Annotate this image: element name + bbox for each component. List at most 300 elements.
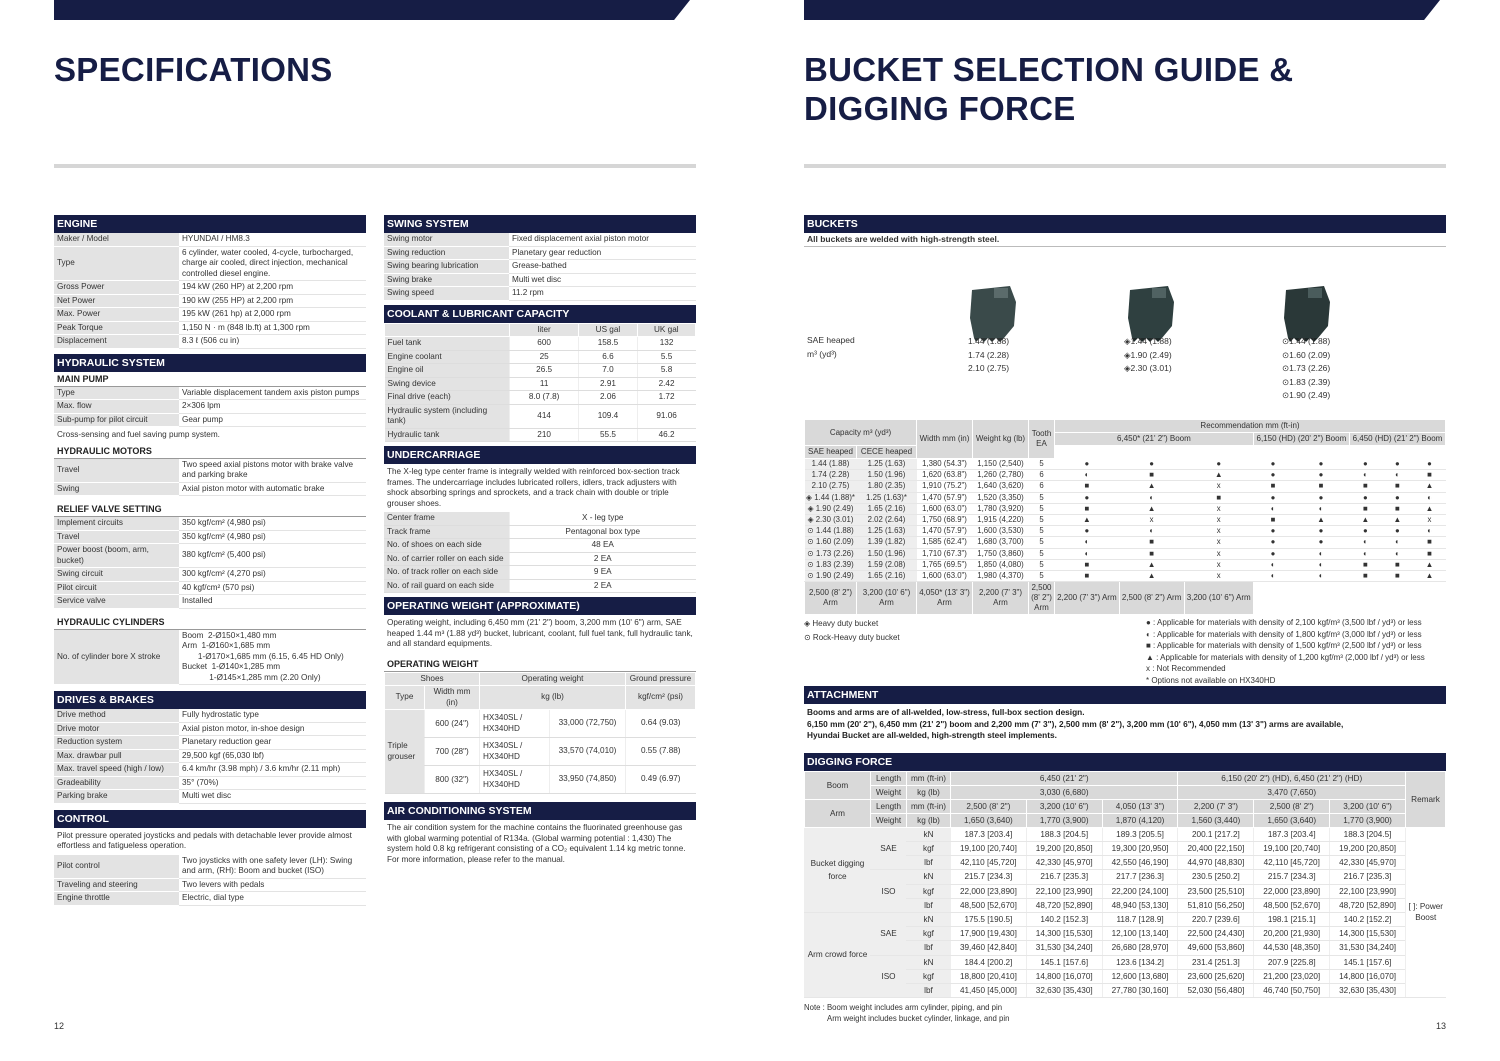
coolant-cell: 26.5 (510, 364, 579, 378)
coolant-row (385, 350, 696, 364)
spec-value: Fixed displacement axial piston motor (509, 233, 696, 246)
dig-boom-len: 6,150 (20' 2") (HD), 6,450 (21' 2") (HD) (1178, 771, 1406, 785)
coolant-col-header: liter (510, 323, 579, 337)
spec-row (54, 413, 366, 427)
bucket-cell: ▲ (1349, 515, 1381, 526)
bucket-row (805, 526, 1446, 537)
coolant-cell: Fuel tank (385, 337, 510, 351)
coolant-cell: 109.4 (579, 404, 637, 428)
spec-row (54, 855, 366, 879)
pump-note: Cross-sensing and fuel saving pump system. (57, 430, 220, 439)
bucket-cell: 1,915 (4,220) (973, 515, 1029, 526)
spec-key: Pilot circuit (54, 581, 179, 595)
bucket-cell: ● (1349, 492, 1381, 503)
dig-arm-wt: 1,870 (4,120) (1102, 813, 1178, 827)
dig-remark: Remark (1406, 771, 1446, 827)
swing-header: SWING SYSTEM (384, 215, 696, 233)
bucket-cell: x (1184, 537, 1253, 548)
opweight-gp: 0.64 (9.03) (626, 710, 696, 738)
dig-cell: 18,800 [20,410] (951, 969, 1027, 983)
bucket-row (805, 503, 1446, 514)
drives-table (54, 709, 366, 804)
bucket-cell: ● (1349, 459, 1381, 470)
bucket-sizes-standard (968, 335, 1009, 376)
boom-header: 6,450* (21' 2") Boom (1055, 433, 1254, 446)
bucket-cell: 1,620 (63.8") (917, 470, 973, 481)
bucket-cell: 1.80 (2.35) (857, 481, 917, 492)
dig-cell: 140.2 [152.3] (1026, 912, 1102, 926)
legend-right (1146, 617, 1425, 686)
h-width: Width mm (in) (425, 686, 480, 710)
digging-force-header: DIGGING FORCE (804, 753, 1446, 771)
dig-cell: 217.7 [236.3] (1102, 870, 1178, 884)
bucket-cell: ■ (1055, 481, 1120, 492)
coolant-cell: 2.42 (637, 377, 695, 391)
bucket-cell: 1,765 (69.5") (917, 559, 973, 570)
swing-table (384, 233, 696, 301)
control-note: Pilot pressure operated joysticks and pedals with detachable lever provide almost effortless and fatigueless operation. (57, 830, 352, 850)
dig-unit: kg (lb) (907, 813, 951, 827)
spec-row (54, 763, 366, 777)
spec-value: 350 kgf/cm² (4,980 psi) (179, 517, 366, 530)
bucket-cell: ■ (1055, 503, 1120, 514)
buckets-header: BUCKETS (804, 215, 1446, 233)
dig-row (805, 955, 1446, 969)
under-row (384, 579, 696, 593)
spec-row (54, 581, 366, 595)
spec-row (384, 287, 696, 301)
dig-standard: SAE (871, 827, 907, 870)
dig-cell: 20,200 [21,930] (1254, 927, 1330, 941)
spec-row (54, 308, 366, 322)
dig-weight: Weight (871, 813, 907, 827)
pump-table (54, 387, 366, 428)
bucket-cell: 1,780 (3,920) (973, 503, 1029, 514)
motors-table (54, 459, 366, 497)
bucket-cell: x (1184, 559, 1253, 570)
bucket-cell: ◈ 1.44 (1.88)* (806, 492, 855, 502)
spec-row (54, 387, 366, 400)
dig-cell: 22,000 [23,890] (951, 884, 1027, 898)
dig-cell: 19,300 [20,950] (1102, 841, 1178, 855)
attachment-header: ATTACHMENT (804, 686, 1446, 704)
bucket-cell: ● (1253, 548, 1292, 559)
spec-row (54, 544, 366, 568)
coolant-cell: 132 (637, 337, 695, 351)
bucket-cell: ● (1184, 459, 1253, 470)
bucket-cell: ⊙ 1.73 (2.26) (805, 548, 857, 559)
coolant-col-header: UK gal (637, 323, 695, 337)
coolant-cell: 6.6 (579, 350, 637, 364)
bucket-cell: 1,470 (57.9") (917, 526, 973, 537)
opweight-kg: 33,570 (74,010) (550, 738, 626, 766)
bucket-cell: 1.25 (1.63) (857, 526, 917, 537)
coolant-cell: Swing device (385, 377, 510, 391)
arm-header: 2,500 (8' 2") Arm (805, 582, 857, 615)
dig-cell: 216.7 [235.3] (1026, 870, 1102, 884)
divider-left (54, 164, 696, 168)
bucket-row (805, 571, 1446, 582)
undercarriage-table (384, 512, 696, 593)
bucket-cell: 1,600 (3,530) (973, 526, 1029, 537)
standard-bucket-image (964, 282, 1022, 342)
spec-value: Variable displacement tandem axis piston pumps (179, 387, 366, 400)
spec-key: Max. flow (54, 400, 179, 414)
dig-standard: ISO (871, 870, 907, 913)
bucket-cell: 1.25 (1.63)* (857, 492, 917, 503)
spec-key: Drive method (54, 709, 179, 722)
bucket-size: ⊙1.73 (2.26) (1282, 363, 1331, 373)
bucket-row (805, 537, 1446, 548)
buckets-subtitle: All buckets are welded with high-strength steel. (804, 233, 1446, 247)
spec-value: 6 cylinder, water cooled, 4-cycle, turbocharged, charge air cooled, direct injection, mechanical controlled diesel engine. (179, 246, 366, 281)
spec-value: Multi wet disc (179, 790, 366, 804)
bucket-cell: ◐ (1293, 559, 1350, 570)
dig-cell: 175.5 [190.5] (951, 912, 1027, 926)
bucket-cell: ◐ (1413, 526, 1445, 537)
dig-boom-wt: 3,030 (6,680) (951, 785, 1178, 799)
bucket-cell: ◐ (1381, 548, 1413, 559)
h-cece: CECE heaped (857, 446, 917, 459)
dig-cell: 14,800 [16,070] (1330, 969, 1406, 983)
spec-value: Gear pump (179, 413, 366, 427)
spec-row (54, 736, 366, 750)
dig-standard: SAE (871, 912, 907, 955)
sae-heaped-unit: m³ (yd³) (807, 349, 837, 359)
bucket-cell: ● (1293, 459, 1350, 470)
h-tooth: Tooth EA (1029, 420, 1055, 459)
bucket-cell: ◈ 1.90 (2.49) (805, 503, 857, 514)
page-number-left: 12 (54, 1021, 65, 1031)
dig-arm-wt: 1,650 (3,640) (951, 813, 1027, 827)
bucket-cell: ■ (1349, 503, 1381, 514)
dig-cell: 17,900 [19,430] (951, 927, 1027, 941)
bucket-cell: 5 (1029, 503, 1055, 514)
spec-value: Grease-bathed (509, 260, 696, 274)
bucket-size: ⊙1.90 (2.49) (1282, 390, 1331, 400)
bucket-cell: 1,520 (3,350) (973, 492, 1029, 503)
bucket-cell: 6 (1029, 481, 1055, 492)
dig-cell: 32,630 [35,430] (1026, 983, 1102, 997)
dig-cell: 22,100 [23,990] (1330, 884, 1406, 898)
cylinders-subheader: HYDRAULIC CYLINDERS (54, 615, 366, 630)
bucket-cell: 1.39 (1.82) (857, 537, 917, 548)
bucket-cell: 2.02 (2.64) (857, 515, 917, 526)
coolant-cell: 7.0 (579, 364, 637, 378)
dig-cell: 48,500 [52,670] (951, 898, 1027, 912)
dig-cell: 19,200 [20,850] (1330, 841, 1406, 855)
h-kgf: kgf/cm² (psi) (626, 686, 696, 710)
undercarriage-note: The X-leg type center frame is integrally welded with reinforced box-section track frames. The undercarriage includes lubricated rollers, idlers, track adjusters with shock absorbing springs and sprockets, and a track chain with double or triple grouser shoes. (387, 467, 680, 508)
spec-value: Two joysticks with one safety lever (LH): Swing and arm, (RH): Boom and bucket (ISO) (179, 855, 366, 879)
bucket-row (805, 548, 1446, 559)
bucket-row (805, 481, 1446, 492)
spec-value: 29,500 kgf (65,030 lbf) (179, 749, 366, 763)
bucket-recommendation-table (804, 419, 1446, 615)
rock-bucket-image (1278, 282, 1336, 342)
dig-row (805, 827, 1446, 841)
dig-row (805, 912, 1446, 926)
dig-cell: kgf (907, 927, 951, 941)
under-key: No. of track roller on each side (384, 566, 509, 580)
dig-cell: 42,110 [45,720] (951, 856, 1027, 870)
bucket-cell: ⊙ 1.44 (1.88) (805, 526, 857, 537)
dig-cell: 31,530 [34,240] (1330, 941, 1406, 955)
bucket-cell: 5 (1029, 515, 1055, 526)
bucket-cell: 1.65 (2.16) (857, 503, 917, 514)
opweight-subheader: OPERATING WEIGHT (384, 657, 696, 672)
legend-item: * Options not available on HX340HD (1146, 675, 1276, 685)
bucket-cell: 5 (1029, 459, 1055, 470)
opweight-gp: 0.55 (7.88) (626, 738, 696, 766)
bucket-cell: 1.65 (2.16) (857, 571, 917, 582)
legend-item: x : Not Recommended (1146, 664, 1226, 674)
left-column-2 (384, 215, 696, 868)
opweight-table (384, 672, 696, 795)
bucket-row (805, 492, 1446, 503)
dig-cell: 26,680 [28,970] (1102, 941, 1178, 955)
digging-note-2: Arm weight includes bucket cylinder, linkage, and pin (827, 1014, 1010, 1024)
bucket-cell: ● (1413, 459, 1445, 470)
h-shoes: Shoes (385, 672, 480, 686)
dig-cell: kN (907, 870, 951, 884)
spec-key: Type (54, 387, 179, 400)
boom-header: 6,150 (HD) (20' 2") Boom (1253, 433, 1349, 446)
page-title-left: SPECIFICATIONS (54, 51, 333, 88)
under-key: Center frame (384, 512, 509, 525)
digging-note-1: Note : Boom weight includes arm cylinder, piping, and pin (804, 1003, 1003, 1013)
attachment-line: Booms and arms are of all-welded, low-stress, full-box section design. (807, 707, 1085, 718)
bucket-cell: 1.50 (1.96) (857, 548, 917, 559)
spec-value: Installed (179, 595, 366, 609)
bucket-cell: ■ (1381, 481, 1413, 492)
dig-cell: 215.7 [234.3] (1254, 870, 1330, 884)
bucket-cell: 5 (1029, 537, 1055, 548)
dig-arm-len: 2,500 (8' 2") (951, 799, 1027, 813)
bucket-cell: ▲ (1119, 559, 1184, 570)
dig-boom-len: 6,450 (21' 2") (951, 771, 1178, 785)
dig-unit: mm (ft-in) (907, 799, 951, 813)
bucket-cell: ◐ (1253, 571, 1292, 582)
spec-value: 40 kgf/cm² (570 psi) (179, 581, 366, 595)
dig-cell: 200.1 [217.2] (1178, 827, 1254, 841)
dig-arm-wt: 1,560 (3,440) (1178, 813, 1254, 827)
dig-cell: 14,800 [16,070] (1026, 969, 1102, 983)
dig-cell: 42,550 [46,190] (1102, 856, 1178, 870)
dig-cell: 49,600 [53,860] (1178, 941, 1254, 955)
bucket-cell: ● (1055, 459, 1120, 470)
under-row (384, 566, 696, 580)
dig-cell: 207.9 [225.8] (1254, 955, 1330, 969)
spec-key: Gross Power (54, 281, 179, 295)
page-title-right-line2: DIGGING FORCE (804, 90, 1076, 127)
arm-header: 3,200 (10' 6") Arm (857, 582, 917, 615)
bucket-cell: 1.50 (1.96) (857, 470, 917, 481)
bucket-cell: ■ (1119, 537, 1184, 548)
h-gp: Ground pressure (626, 672, 696, 686)
coolant-cell: 11 (510, 377, 579, 391)
bucket-cell: 1,470 (57.9") (917, 492, 973, 503)
dig-cell: 12,600 [13,680] (1102, 969, 1178, 983)
arm-header: 2,200 (7' 3") Arm (973, 582, 1029, 615)
h-bwidth: Width mm (in) (917, 420, 973, 459)
under-key: No. of shoes on each side (384, 539, 509, 553)
dig-cell: 23,500 [25,510] (1178, 884, 1254, 898)
spec-key: Maker / Model (54, 233, 179, 246)
control-table (54, 855, 366, 906)
spec-row (54, 517, 366, 530)
coolant-cell: 1.72 (637, 391, 695, 405)
dig-cell: 48,940 [53,130] (1102, 898, 1178, 912)
dig-arm-len: 3,200 (10' 6") (1026, 799, 1102, 813)
bucket-cell: ● (1349, 526, 1381, 537)
arm-header: 3,200 (10' 6") Arm (1184, 582, 1253, 615)
dig-cell: 44,530 [48,350] (1254, 941, 1330, 955)
spec-value: Axial piston motor, in-shoe design (179, 722, 366, 736)
coolant-cell: 158.5 (579, 337, 637, 351)
dig-cell: 19,100 [20,740] (951, 841, 1027, 855)
bucket-cell: ● (1055, 492, 1120, 503)
under-value: X - leg type (509, 512, 696, 525)
spec-value: 194 kW (260 HP) at 2,200 rpm (179, 281, 366, 295)
dig-arm-wt: 1,650 (3,640) (1254, 813, 1330, 827)
bucket-cell: 1,750 (3,860) (973, 548, 1029, 559)
spec-row (54, 233, 366, 246)
spec-key: Service valve (54, 595, 179, 609)
spec-row (54, 294, 366, 308)
bucket-cell: 2.10 (2.75) (805, 481, 857, 492)
dig-cell: kN (907, 955, 951, 969)
dig-cell: kgf (907, 884, 951, 898)
bucket-size: ⊙1.83 (2.39) (1282, 376, 1331, 387)
cylinders-table (54, 630, 366, 686)
bucket-cell: x (1413, 515, 1445, 526)
dig-arm-len: 3,200 (10' 6") (1330, 799, 1406, 813)
dig-cell: 48,720 [52,890] (1330, 898, 1406, 912)
h-sae: SAE heaped (805, 446, 857, 459)
cylinder-label: No. of cylinder bore X stroke (54, 630, 179, 685)
coolant-row (385, 364, 696, 378)
bucket-cell: ■ (1055, 559, 1120, 570)
bucket-cell: 1,710 (67.3") (917, 548, 973, 559)
dig-cell: 22,000 [23,890] (1254, 884, 1330, 898)
boom-header: 6,450 (HD) (21' 2") Boom (1349, 433, 1445, 446)
page-title-right-line1: BUCKET SELECTION GUIDE & (804, 51, 1294, 88)
coolant-col-header: US gal (579, 323, 637, 337)
spec-key: Pilot control (54, 855, 179, 879)
opweight-type: Triple grouser (385, 710, 425, 794)
bucket-cell: ● (1293, 492, 1350, 503)
spec-row (54, 281, 366, 295)
coolant-cell: Final drive (each) (385, 391, 510, 405)
bucket-cell: 1,260 (2,780) (973, 470, 1029, 481)
bucket-cell: ■ (1253, 515, 1292, 526)
dig-cell: 52,030 [56,480] (1178, 983, 1254, 997)
dig-cell: 42,330 [45,970] (1026, 856, 1102, 870)
dig-standard: ISO (871, 955, 907, 998)
bucket-cell: ▲ (1413, 571, 1445, 582)
dig-cell: 187.3 [203.4] (1254, 827, 1330, 841)
top-bar-left (54, 0, 690, 20)
dig-cell: lbf (907, 898, 951, 912)
bucket-size: ◈1.44 (1.88) (1124, 336, 1172, 346)
bucket-cell: 1,150 (2,540) (973, 459, 1029, 470)
bucket-cell: ◐ (1349, 470, 1381, 481)
spec-key: Swing bearing lubrication (384, 260, 509, 274)
spec-key: Implement circuits (54, 517, 179, 530)
bucket-cell: x (1184, 481, 1253, 492)
spec-key: Swing circuit (54, 568, 179, 582)
bucket-size: 1.74 (2.28) (968, 349, 1010, 360)
coolant-cell: 210 (510, 428, 579, 442)
under-value: 2 EA (509, 552, 696, 566)
under-row (384, 525, 696, 539)
spec-key: Displacement (54, 335, 179, 349)
opweight-width: 600 (24") (425, 710, 480, 738)
dig-arm-len: 2,500 (8' 2") (1254, 799, 1330, 813)
under-key: No. of carrier roller on each side (384, 552, 509, 566)
bucket-cell: ◐ (1253, 559, 1292, 570)
bucket-cell: ■ (1253, 481, 1292, 492)
relief-subheader: RELIEF VALVE SETTING (54, 502, 366, 517)
bucket-cell: ● (1293, 526, 1350, 537)
bucket-cell: ■ (1349, 571, 1381, 582)
bucket-legend (804, 615, 1446, 685)
bucket-cell: ◐ (1349, 548, 1381, 559)
spec-row (384, 233, 696, 246)
dig-cell: lbf (907, 941, 951, 955)
coolant-col-header (385, 323, 510, 337)
coolant-cell: 2.91 (579, 377, 637, 391)
bucket-cell: x (1184, 548, 1253, 559)
dig-length: Length (871, 799, 907, 813)
bucket-cell: ■ (1119, 548, 1184, 559)
coolant-row (385, 428, 696, 442)
bucket-cell: ◐ (1055, 537, 1120, 548)
spec-key: Swing speed (384, 287, 509, 301)
spec-value: 195 kW (261 hp) at 2,000 rpm (179, 308, 366, 322)
bucket-cell: ◐ (1349, 537, 1381, 548)
bucket-cell: ● (1253, 492, 1292, 503)
bucket-cell: 1,910 (75.2") (917, 481, 973, 492)
coolant-cell: 414 (510, 404, 579, 428)
spec-row (54, 722, 366, 736)
spec-value: 11.2 rpm (509, 287, 696, 301)
bucket-cell: ◐ (1293, 571, 1350, 582)
dig-arm-wt: 1,770 (3,900) (1330, 813, 1406, 827)
bucket-cell: ◐ (1055, 548, 1120, 559)
bucket-cell: x (1184, 571, 1253, 582)
bucket-cell: ▲ (1119, 571, 1184, 582)
motors-subheader: HYDRAULIC MOTORS (54, 444, 366, 459)
dig-cell: kgf (907, 969, 951, 983)
coolant-table (384, 323, 696, 443)
spec-key: Max. Power (54, 308, 179, 322)
spec-value: 1,150 N · m (848 lb.ft) at 1,300 rpm (179, 321, 366, 335)
left-column-1 (54, 215, 366, 906)
dig-cell: 27,780 [30,160] (1102, 983, 1178, 997)
spec-row (54, 246, 366, 281)
bucket-cell: ● (1381, 492, 1413, 503)
control-header: CONTROL (54, 810, 366, 828)
top-bar-right (804, 0, 1440, 20)
h-recommendation: Recommendation mm (ft-in) (1055, 420, 1446, 433)
bucket-cell: 1,680 (3,700) (973, 537, 1029, 548)
relief-table (54, 517, 366, 609)
spec-key: Swing brake (384, 273, 509, 287)
bucket-cell: ◐ (1253, 503, 1292, 514)
spec-value: 380 kgf/cm² (5,400 psi) (179, 544, 366, 568)
